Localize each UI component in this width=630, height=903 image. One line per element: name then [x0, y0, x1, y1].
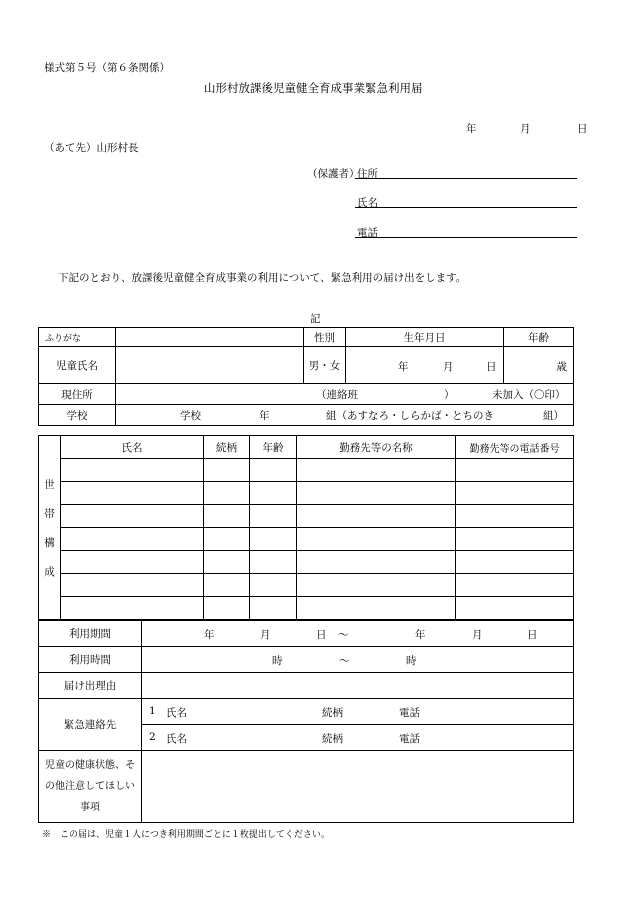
hh-cell[interactable]	[456, 597, 574, 620]
time-input[interactable]	[142, 647, 574, 673]
date-month: 月	[520, 123, 531, 135]
emergency-1-number: 1	[149, 705, 156, 717]
period-end-year: 年	[415, 629, 426, 641]
emergency-2-name: 氏名	[166, 733, 187, 745]
hh-cell[interactable]	[297, 528, 456, 551]
hh-cell[interactable]	[204, 574, 250, 597]
child-name-label: 児童氏名	[39, 347, 116, 384]
guardian-phone-label: 電話	[357, 227, 378, 239]
hh-cell[interactable]	[250, 528, 297, 551]
reason-label: 届け出理由	[39, 673, 142, 699]
health-label-line-1: 児童の健康状態、そ	[45, 760, 135, 771]
hh-cell[interactable]	[61, 574, 204, 597]
child-name-input[interactable]	[116, 347, 304, 384]
household-row	[39, 597, 574, 620]
age-unit: 歳	[556, 361, 567, 373]
usage-table	[38, 620, 574, 823]
hh-cell[interactable]	[297, 574, 456, 597]
guardian-address-line[interactable]	[355, 178, 577, 179]
household-label	[39, 436, 61, 620]
hh-cell[interactable]	[456, 482, 574, 505]
period-tilde: ～	[338, 629, 349, 641]
health-label-line-2: の他注意してほしい	[45, 781, 135, 792]
hh-cell[interactable]	[61, 528, 204, 551]
household-row	[39, 459, 574, 482]
birth-year: 年	[398, 361, 409, 373]
hh-cell[interactable]	[204, 551, 250, 574]
hh-cell[interactable]	[204, 528, 250, 551]
intro-text: 下記のとおり、放課後児童健全育成事業の利用について、緊急利用の届け出をします。	[58, 272, 467, 284]
address-label: 現住所	[39, 384, 116, 405]
hh-cell[interactable]	[456, 574, 574, 597]
hh-cell[interactable]	[297, 482, 456, 505]
age-input[interactable]	[504, 347, 574, 384]
household-row	[39, 551, 574, 574]
guardian-name-label: 氏名	[357, 197, 378, 209]
hh-cell[interactable]	[456, 551, 574, 574]
hh-cell[interactable]	[250, 482, 297, 505]
age-header: 年齢	[504, 328, 574, 347]
birthdate-input[interactable]	[346, 347, 504, 384]
reason-input[interactable]	[142, 673, 574, 699]
hh-cell[interactable]	[61, 551, 204, 574]
hh-cell[interactable]	[61, 482, 204, 505]
period-start-day: 日	[316, 629, 327, 641]
household-char-1: 世	[44, 478, 55, 491]
date-day: 日	[577, 123, 588, 135]
class-end: 組）	[543, 410, 564, 422]
time-start-hour: 時	[272, 655, 283, 667]
hh-cell[interactable]	[250, 597, 297, 620]
guardian-label: （保護者）	[307, 168, 360, 180]
hh-cell[interactable]	[250, 551, 297, 574]
period-start-month: 月	[260, 629, 271, 641]
household-row	[39, 482, 574, 505]
hh-cell[interactable]	[297, 597, 456, 620]
emergency-2-phone: 電話	[399, 733, 420, 745]
addressee: （あて先）山形村長	[44, 142, 139, 154]
footnote: ※ この届は、児童１人につき利用期間ごとに１枚提出してください。	[42, 830, 330, 840]
guardian-phone-line[interactable]	[355, 237, 577, 238]
birthdate-header: 生年月日	[346, 328, 504, 347]
grade-suffix: 年	[259, 410, 270, 422]
health-label	[39, 751, 142, 823]
hh-header-work-phone: 勤務先等の電話番号	[456, 436, 574, 459]
period-label: 利用期間	[39, 621, 142, 647]
hh-cell[interactable]	[456, 459, 574, 482]
health-input[interactable]	[142, 751, 574, 823]
birth-month: 月	[443, 361, 454, 373]
hh-cell[interactable]	[204, 459, 250, 482]
ki-label: 記	[310, 313, 321, 325]
emergency-label: 緊急連絡先	[39, 699, 142, 751]
furigana-label: ふりがな	[39, 328, 116, 347]
period-start-year: 年	[204, 629, 215, 641]
emergency-2-relation: 続柄	[322, 733, 343, 745]
contact-group-label: （連絡班	[316, 389, 358, 401]
hh-cell[interactable]	[61, 505, 204, 528]
form-number: 様式第５号（第６条関係）	[44, 62, 170, 74]
hh-cell[interactable]	[297, 505, 456, 528]
school-suffix: 学校	[180, 410, 201, 422]
hh-header-workplace: 勤務先等の名称	[297, 436, 456, 459]
health-label-line-3: 事項	[80, 802, 100, 813]
furigana-input[interactable]	[116, 328, 304, 347]
hh-cell[interactable]	[456, 528, 574, 551]
gender-header: 性別	[304, 328, 346, 347]
hh-cell[interactable]	[297, 551, 456, 574]
guardian-name-line[interactable]	[355, 207, 577, 208]
school-label: 学校	[39, 405, 116, 426]
hh-cell[interactable]	[250, 574, 297, 597]
emergency-contact-1[interactable]	[142, 699, 574, 725]
hh-cell[interactable]	[204, 597, 250, 620]
household-char-4: 成	[44, 565, 55, 578]
emergency-2-number: 2	[149, 731, 156, 743]
household-char-2: 帯	[44, 507, 55, 520]
emergency-1-relation: 続柄	[322, 707, 343, 719]
hh-cell[interactable]	[61, 597, 204, 620]
hh-cell[interactable]	[204, 505, 250, 528]
page-title: 山形村放課後児童健全育成事業緊急利用届	[204, 81, 423, 95]
hh-cell[interactable]	[297, 459, 456, 482]
emergency-contact-2[interactable]	[142, 725, 574, 751]
household-row	[39, 574, 574, 597]
household-row	[39, 528, 574, 551]
guardian-address-label: 住所	[357, 168, 378, 180]
not-joined-label: 未加入（〇印）	[492, 389, 566, 401]
hh-cell[interactable]	[456, 505, 574, 528]
time-tilde: ～	[339, 655, 350, 667]
hh-header-name: 氏名	[61, 436, 204, 459]
gender-options[interactable]: 男・女	[304, 347, 346, 384]
hh-header-age: 年齢	[250, 436, 297, 459]
emergency-1-name: 氏名	[166, 707, 187, 719]
emergency-1-phone: 電話	[399, 707, 420, 719]
birth-day: 日	[486, 361, 497, 373]
child-info-table	[38, 327, 574, 426]
school-input[interactable]	[116, 405, 574, 426]
time-end-hour: 時	[406, 655, 417, 667]
hh-cell[interactable]	[250, 505, 297, 528]
address-input[interactable]	[116, 384, 574, 405]
hh-cell[interactable]	[250, 459, 297, 482]
contact-group-close: ）	[444, 389, 455, 401]
household-char-3: 構	[44, 536, 55, 549]
period-end-month: 月	[472, 629, 483, 641]
hh-cell[interactable]	[204, 482, 250, 505]
period-input[interactable]	[142, 621, 574, 647]
household-table	[38, 435, 574, 620]
class-options: 組（あすなろ・しらかば・とちのき	[326, 410, 494, 422]
period-end-day: 日	[527, 629, 538, 641]
hh-header-relation: 続柄	[204, 436, 250, 459]
hh-cell[interactable]	[61, 459, 204, 482]
household-row	[39, 505, 574, 528]
time-label: 利用時間	[39, 647, 142, 673]
date-year: 年	[466, 123, 477, 135]
